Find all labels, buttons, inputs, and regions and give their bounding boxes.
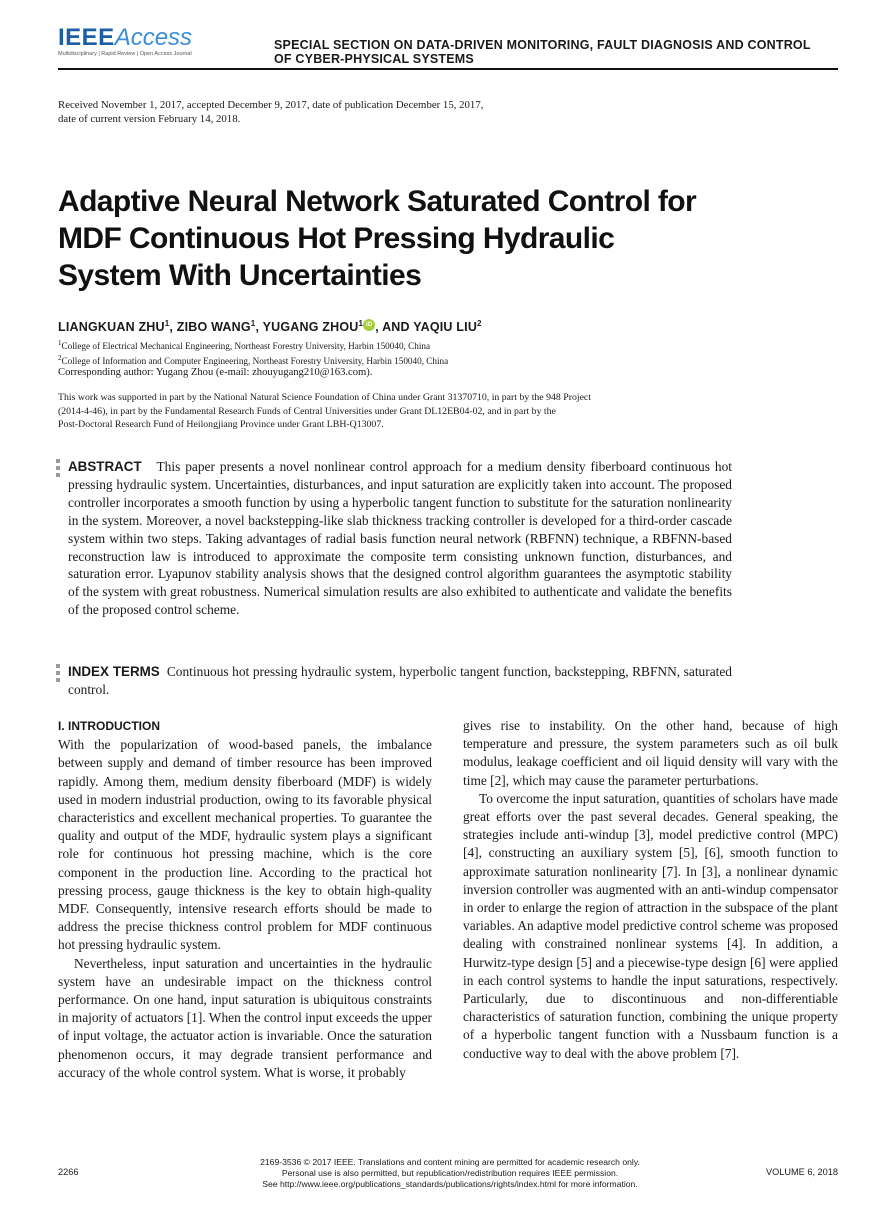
dates-line2: date of current version February 14, 2018. (58, 113, 241, 125)
funding-note (58, 391, 778, 432)
author-1: LIANGKUAN ZHU (58, 320, 165, 335)
affiliations (58, 337, 758, 367)
intro-paragraph-2: Nevertheless, input saturation and uncertainties in the hydraulic system have an undesirable impact on the thickness control performance. On one hand, input saturation is ubiquitous constraints in majority of actuators [1]. When the control input exceeds the upper of input voltage, the actuator action is invariable. Once the saturation phenomenon occurs, it may degrade transient performance and accuracy of the whole control system. What is worse, it probably (58, 955, 432, 1080)
title-line1: Adaptive Neural Network Saturated Control for (58, 185, 697, 218)
section-header-line1: SPECIAL SECTION ON DATA-DRIVEN MONITORING, FAULT DIAGNOSIS AND CONTROL (274, 38, 811, 52)
author-2-sup: 1 (250, 319, 256, 328)
abstract-text: This paper presents a novel nonlinear control approach for a medium density fiberboard continuous hot pressing hydraulic system. Uncertainties, disturbances, and input saturation are explicitly taken into account. The proposed controller incorporates a smooth function by using a hyperbolic tangent function to substitute for the saturation nonlinearity in the system. Moreover, a novel backstepping-like slab thickness tracking controller is developed for a third-order cascade system within two steps. Taking advantages of radial basis function neural network (RBFNN) technique, a RBFNN-based reconstruction law is introduced to approximate the composite term consisting unknown function, disturbances, and saturation error. Lyapunov stability analysis shows that the designed control algorithm guarantees the asymptotic stability of the system with great robustness. Numerical simulation results are also exhibited to authenticate and validate the benefits of the proposed control scheme. (68, 459, 732, 618)
author-2: , ZIBO WANG (169, 320, 251, 335)
author-list (58, 319, 758, 334)
abstract (68, 458, 732, 619)
dates-block (58, 98, 658, 126)
section-heading: I. INTRODUCTION (58, 719, 160, 733)
copyright-footer (190, 1157, 710, 1190)
volume-label: VOLUME 6, 2018 (765, 1167, 838, 1177)
journal-logo (58, 24, 192, 57)
title-line2: MDF Continuous Hot Pressing Hydraulic (58, 222, 615, 255)
funding-line3: Post-Doctoral Research Fund of Heilongjiang Province under Grant LBH-Q13007. (58, 419, 384, 430)
paper-title (58, 183, 758, 294)
footer-line1: 2169-3536 © 2017 IEEE. Translations and content mining are permitted for academic research only. (260, 1157, 640, 1167)
intro-paragraph-4: To overcome the input saturation, quantities of scholars have made great efforts over the past several decades. General speaking, the strategies include anti-windup [3], model predictive control (MPC) [4], constructing an auxiliary system [5], [6], smooth function to approximate saturation nonlinearity [7]. In [3], a nonlinear dynamic inversion controller was augmented with an anti-windup compensator in order to enlarge the region of attraction in the subspace of the plant variables. An adaptive model predictive control scheme was proposed dealing with constrained nonlinear systems [4]. In addition, a Hurwitz-type design [5] and a piecewise-type design [6] were applied in each control systems to handle the input saturations, respectively. Particularly, due to discontinuous and non-differentiable characteristics of saturation function, combining the unique property of a hyperbolic tangent function with a Nussbaum function is a conductive way to deal with the above problem [7]. (463, 790, 838, 1061)
intro-paragraph-1: With the popularization of wood-based panels, the imbalance between supply and demand of timber resource has been improved rapidly. Among them, medium density fiberboard (MDF) is widely used in modern industrial production, owing to its favorable physical characteristics and excellent mechanical properties. To guarantee the quality and output of the MDF, hydraulic system plays a significant role for continuous hot pressing machine, which is the core component in the production line. According to the practical hot pressing process, gauge thickness is the key to obtain high-quality MDF. Consequently, intensive research efforts should be made to address the precise thickness control problem for MDF continuous hot pressing hydraulic system. (58, 737, 432, 953)
author-1-sup: 1 (164, 319, 170, 328)
orcid-icon[interactable]: iD (363, 319, 375, 331)
title-line3: System With Uncertainties (58, 259, 422, 292)
footer-line2: Personal use is also permitted, but republication/redistribution requires IEEE permission. (281, 1168, 619, 1178)
author-4-sup: 2 (477, 319, 482, 328)
left-column (58, 717, 432, 1082)
index-terms (68, 663, 732, 699)
affiliation-1 (58, 337, 758, 352)
page-number: 2266 (58, 1167, 79, 1177)
abstract-label: ABSTRACT (68, 459, 142, 474)
affiliation-2-text: College of Information and Computer Engineering, Northeast Forestry University, Harbin 150040, China (61, 356, 449, 367)
intro-paragraph-3: gives rise to instability. On the other hand, because of high temperature and pressure, the system parameters such as oil bulk modulus, leakage coefficient and oil liquid density will vary with the time [2], which may cause the parameter perturbations. (463, 718, 838, 788)
logo-access-text: Access (114, 24, 193, 51)
index-terms-label: INDEX TERMS (68, 664, 160, 679)
affiliation-2-sup: 2 (58, 354, 62, 363)
corresponding-author: Corresponding author: Yugang Zhou (e-mail: zhouyugang210@163.com). (58, 367, 373, 378)
index-terms-text: Continuous hot pressing hydraulic system, hyperbolic tangent function, backstepping, RBFNN, saturated control. (68, 664, 733, 697)
section-header (274, 38, 854, 66)
author-4: , AND YAQIU LIU (375, 320, 478, 335)
section-header-line2: OF CYBER-PHYSICAL SYSTEMS (274, 52, 474, 66)
logo-tagline: Multidisciplinary | Rapid Review | Open Access Journal (58, 51, 192, 57)
index-terms-marker-icon (56, 664, 61, 685)
affiliation-1-sup: 1 (58, 339, 62, 347)
author-3: , YUGANG ZHOU (255, 320, 359, 335)
funding-line1: This work was supported in part by the National Natural Science Foundation of China under Grant 31370710, in part by the 948 Project (58, 392, 592, 403)
affiliation-1-text: College of Electrical Mechanical Engineering, Northeast Forestry University, Harbin 150040, China (61, 341, 431, 352)
funding-line2: (2014-4-46), in part by the Fundamental Research Funds of Central Universities under Grant DL12EB04-02, and in part by the (58, 405, 556, 417)
header-rule (58, 68, 838, 70)
affiliation-2 (58, 352, 758, 367)
footer-line3[interactable]: See http://www.ieee.org/publications_standards/publications/rights/index.html for more information. (262, 1179, 638, 1189)
abstract-marker-icon (56, 459, 61, 480)
right-column (463, 717, 838, 1063)
author-3-sup: 1 (358, 319, 364, 328)
logo-ieee-text: IEEE (58, 24, 115, 51)
dates-line1: Received November 1, 2017, accepted December 9, 2017, date of publication December 15, 2017, (58, 99, 484, 111)
